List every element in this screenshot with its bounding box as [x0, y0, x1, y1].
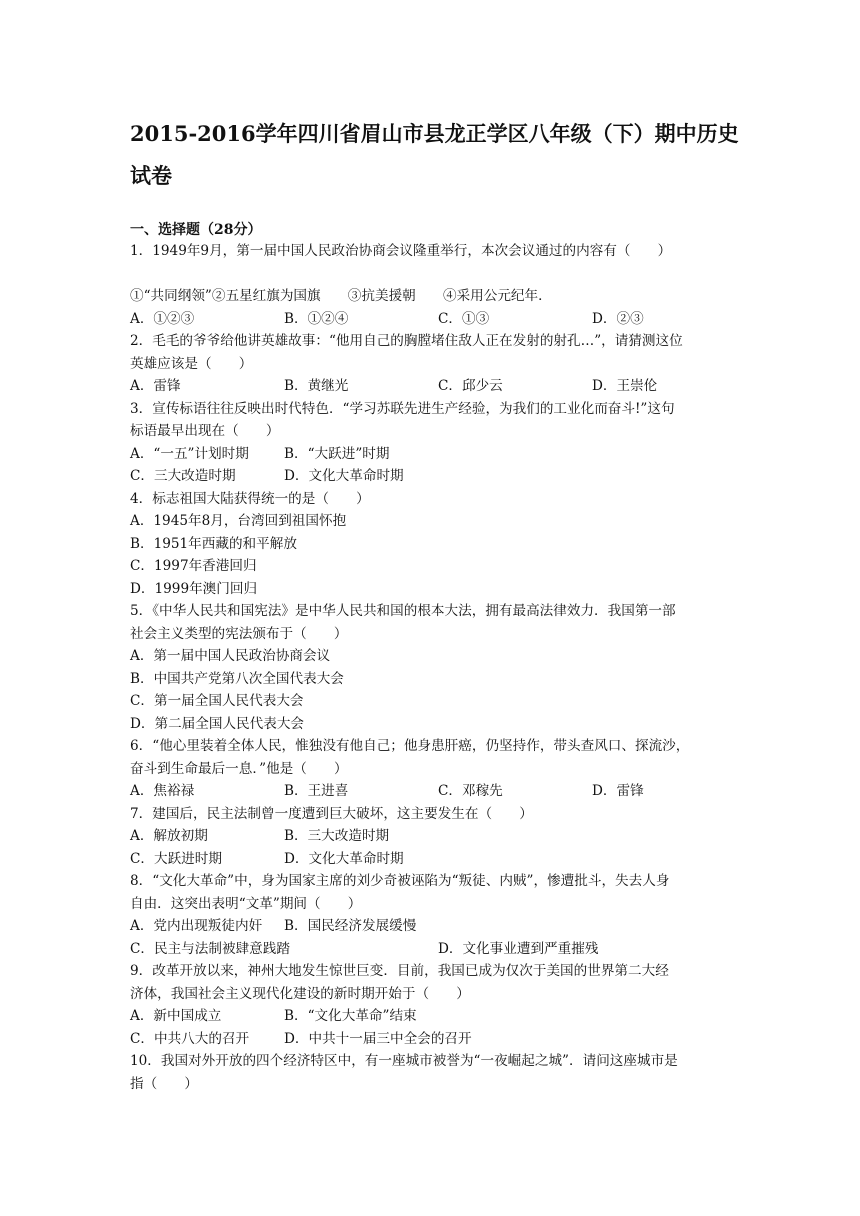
q3-option-b: B．“大跃进”时期 [284, 446, 390, 462]
q10-stem: 10．我国对外开放的四个经济特区中，有一座城市被誉为“一夜崛起之城”．请问这座城市是 [130, 1053, 678, 1069]
q5-stem: 5．《中华人民共和国宪法》是中华人民共和国的根本大法，拥有最高法律效力．我国第一部 [130, 603, 676, 619]
q10-stem-cont: 指（ ） [130, 1076, 198, 1092]
q1-option-a: A．①②③ [130, 311, 195, 327]
exam-title-continued: 试卷 [130, 163, 172, 188]
q9-option-b: B．“文化大革命”结束 [284, 1008, 417, 1024]
q7-option-a: A．解放初期 [130, 828, 208, 844]
q9-option-c: C．中共八大的召开 [130, 1031, 250, 1047]
q5-option-a: A．第一届中国人民政治协商会议 [130, 648, 331, 664]
q1-option-b: B．①②④ [284, 311, 349, 327]
q7-stem: 7．建国后，民主法制曾一度遭到巨大破坏，这主要发生在（ ） [130, 806, 533, 822]
q9-stem: 9．改革开放以来，神州大地发生惊世巨变．目前，我国已成为仅次于美国的世界第二大经 [130, 963, 669, 979]
q3-stem-cont: 标语最早出现在（ ） [130, 423, 280, 439]
q6-option-b: B．王进喜 [284, 783, 349, 799]
q7-option-c: C．大跃进时期 [130, 851, 222, 867]
q2-option-d: D．王崇伦 [592, 378, 658, 394]
q1-items: ①“共同纲领”②五星红旗为国旗 ③抗美援朝 ④采用公元纪年． [130, 288, 552, 304]
q8-stem: 8．“文化大革命”中，身为国家主席的刘少奇被诬陷为“叛徒、内贼”，惨遭批斗，失去人身 [130, 873, 670, 889]
q2-option-a: A．雷锋 [130, 378, 181, 394]
q4-stem: 4．标志祖国大陆获得统一的是（ ） [130, 491, 370, 507]
q4-option-b: B．1951年西藏的和平解放 [130, 536, 297, 552]
q8-option-c: C．民主与法制被肆意践踏 [130, 941, 290, 957]
q8-option-b: B．国民经济发展缓慢 [284, 918, 417, 934]
q4-option-d: D．1999年澳门回归 [130, 581, 258, 597]
q6-option-a: A．焦裕禄 [130, 783, 195, 799]
q2-option-c: C．邱少云 [438, 378, 503, 394]
q6-option-d: D．雷锋 [592, 783, 644, 799]
q3-option-d: D．文化大革命时期 [284, 468, 404, 484]
q9-option-d: D．中共十一届三中全会的召开 [284, 1031, 472, 1047]
q9-option-a: A．新中国成立 [130, 1008, 222, 1024]
q1-stem: 1．1949年9月，第一届中国人民政治协商会议隆重举行，本次会议通过的内容有（ ） [130, 243, 672, 259]
q6-stem: 6．“他心里装着全体人民，惟独没有他自己；他身患肝癌，仍坚持作，带头查风口、探流沙， [130, 738, 690, 754]
q5-option-b: B．中国共产党第八次全国代表大会 [130, 671, 344, 687]
q1-option-c: C．①③ [438, 311, 490, 327]
q5-option-c: C．第一届全国人民代表大会 [130, 693, 304, 709]
q9-stem-cont: 济体，我国社会主义现代化建设的新时期开始于（ ） [130, 986, 470, 1002]
q7-option-d: D．文化大革命时期 [284, 851, 404, 867]
q8-stem-cont: 自由．这突出表明“文革”期间（ ） [130, 896, 362, 912]
q6-stem-cont: 奋斗到生命最后一息．”他是（ ） [130, 761, 348, 777]
q5-stem-cont: 社会主义类型的宪法颁布于（ ） [130, 626, 348, 642]
q2-option-b: B．黄继光 [284, 378, 349, 394]
q7-option-b: B．三大改造时期 [284, 828, 390, 844]
q3-option-a: A．“一五”计划时期 [130, 446, 249, 462]
q4-option-a: A．1945年8月，台湾回到祖国怀抱 [130, 513, 347, 529]
q2-stem-cont: 英雄应该是（ ） [130, 356, 253, 372]
q4-option-c: C．1997年香港回归 [130, 558, 257, 574]
q1-option-d: D．②③ [592, 311, 644, 327]
q8-option-d: D．文化事业遭到严重摧残 [438, 941, 599, 957]
q3-stem: 3．宣传标语往往反映出时代特色．“学习苏联先进生产经验，为我们的工业化而奋斗!”这句 [130, 401, 675, 417]
q5-option-d: D．第二届全国人民代表大会 [130, 716, 305, 732]
q8-option-a: A．党内出现叛徒内奸 [130, 918, 263, 934]
q6-option-c: C．邓稼先 [438, 783, 503, 799]
q2-stem: 2．毛毛的爷爷给他讲英雄故事：“他用自己的胸膛堵住敌人正在发射的射孔…”，请猜测这位 [130, 333, 683, 349]
exam-title: 2015-2016学年四川省眉山市县龙正学区八年级（下）期中历史 [130, 121, 739, 146]
q3-option-c: C．三大改造时期 [130, 468, 236, 484]
section-heading: 一、选择题（28分） [130, 222, 262, 238]
